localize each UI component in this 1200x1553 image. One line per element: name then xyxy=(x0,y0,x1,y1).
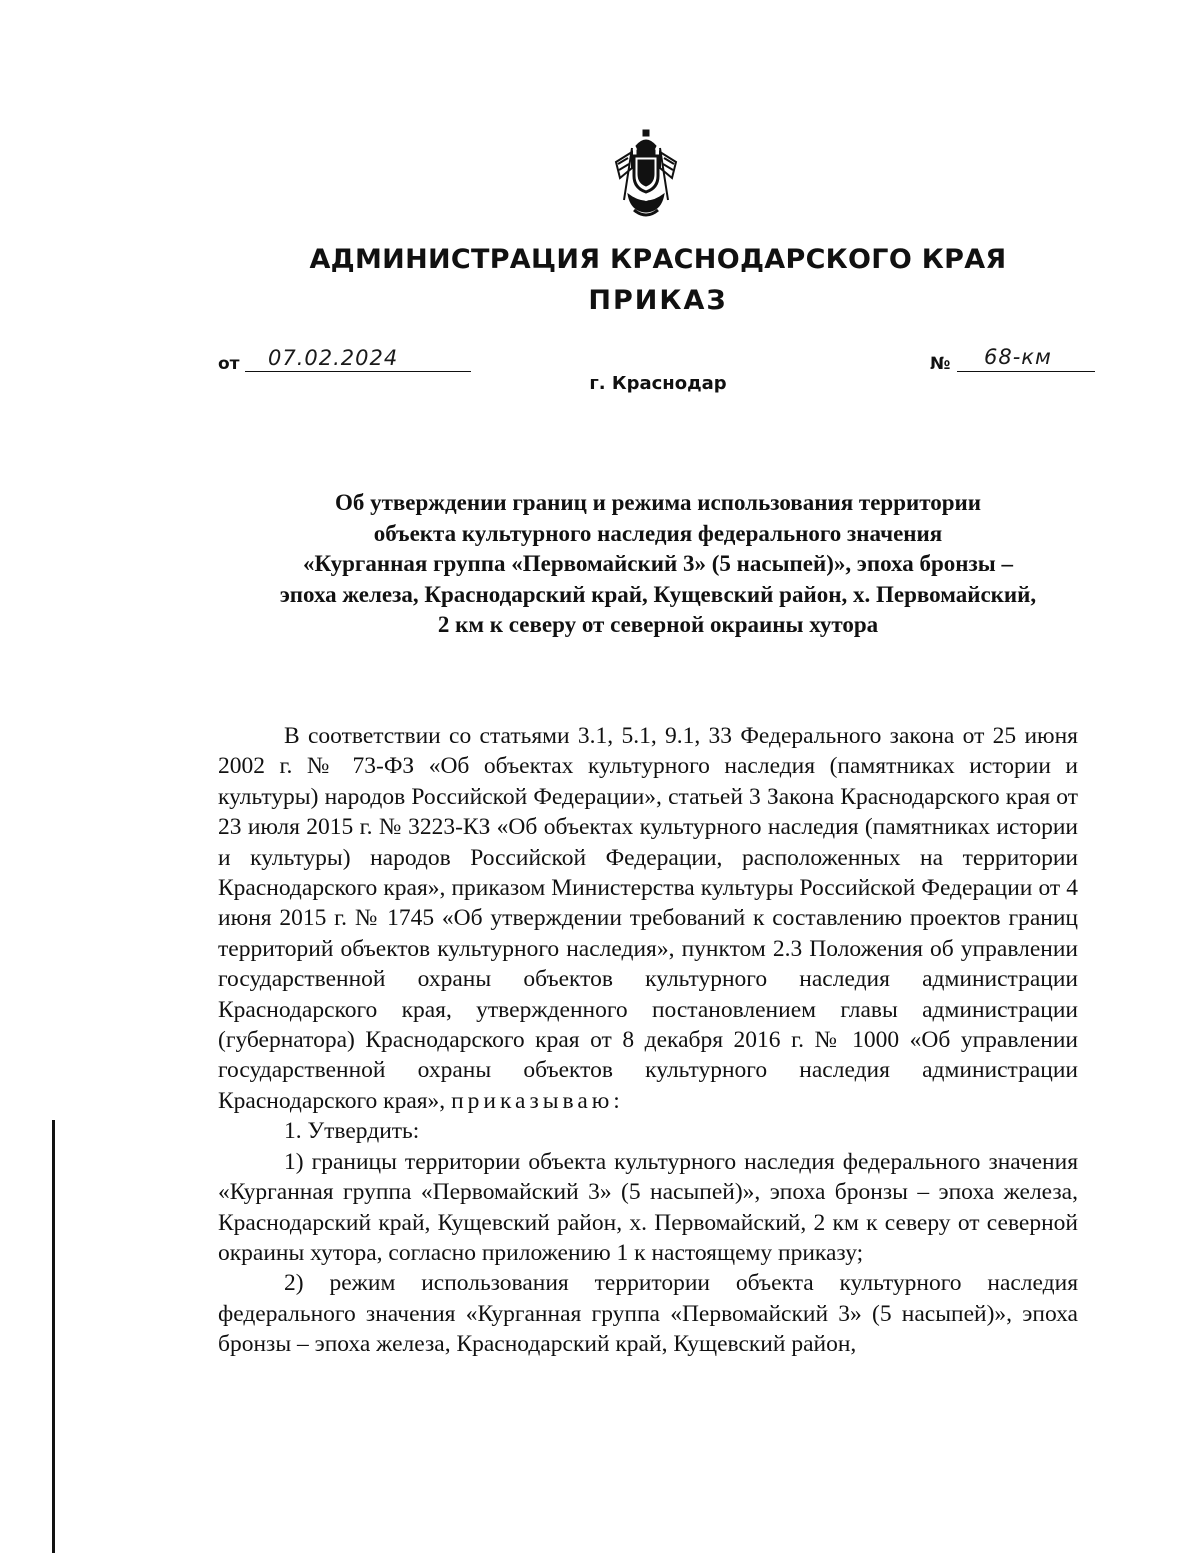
order-word: приказываю: xyxy=(451,1087,624,1114)
preamble-paragraph xyxy=(218,721,1078,1116)
handwritten-date: 07.02.2024 xyxy=(268,346,399,370)
preamble-text: В соответствии со статьями 3.1, 5.1, 9.1, 33 Федерального закона от 25 июня 2002 г. № 73-ФЗ «Об объектах культурного наследия (памятниках истории и культуры) народов Российской Федерации», статьей 3 Закона Краснодарского края от 23 июля 2015 г. № 3223-КЗ «Об объектах культурного наследия (памятниках истории и культуры) народов Российской Федерации, расположенных на территории Краснодарского края», приказом Министерства культуры Российской Федерации от 4 июня 2015 г. № 1745 «Об утверждении требований к составлению проектов границ территорий объектов культурного наследия», пунктом 2.3 Положения об управлении государственной охраны объектов культурного наследия администрации Краснодарского края, утвержденного постановлением главы администрации (губернатора) Краснодарского края от 8 декабря 2016 г. № 1000 «Об управлении государственной охраны объектов культурного наследия администрации Краснодарского края», xyxy=(218,723,1078,1114)
subject-line: 2 км к северу от северной окраины хутора xyxy=(437,612,879,638)
subject-line: «Курганная группа «Первомайский 3» (5 насыпей)», эпоха бронзы – xyxy=(303,551,1013,577)
item-1-2-paragraph: 2) режим использования территории объекта культурного наследия федерального значения «Курганная группа «Первомайский 3» (5 насыпей)», эпоха бронзы – эпоха железа, Краснодарский край, Кущевский район, xyxy=(218,1270,1078,1358)
scan-edge-line xyxy=(52,1120,55,1553)
item-1-paragraph: 1. Утвердить: xyxy=(284,1118,420,1145)
document-body xyxy=(218,721,1078,1360)
subject-line: объекта культурного наследия федерального значения xyxy=(373,520,943,546)
coat-of-arms-icon xyxy=(610,128,682,220)
date-label: от xyxy=(218,354,240,374)
subject-line: Об утверждении границ и режима использования территории xyxy=(334,490,982,515)
document-subject xyxy=(218,488,1098,641)
city-line: г. Краснодар xyxy=(589,373,727,394)
date-underline xyxy=(245,371,471,372)
subject-line: эпоха железа, Краснодарский край, Кущевский район, х. Первомайский, xyxy=(279,581,1037,607)
number-label: № xyxy=(930,354,951,374)
document-type-title: ПРИКАЗ xyxy=(588,285,728,316)
organization-title: АДМИНИСТРАЦИЯ КРАСНОДАРСКОГО КРАЯ xyxy=(309,244,1007,275)
item-1-1-paragraph: 1) границы территории объекта культурного наследия федерального значения «Курганная группа «Первомайский 3» (5 насыпей)», эпоха бронзы – эпоха железа, Краснодарский край, Кущевский район, х. Первомайский, 2 км к северу от северной окраины хутора, согласно приложению 1 к настоящему приказу; xyxy=(218,1148,1078,1266)
handwritten-number: 68-км xyxy=(984,345,1052,369)
number-underline xyxy=(957,371,1095,372)
